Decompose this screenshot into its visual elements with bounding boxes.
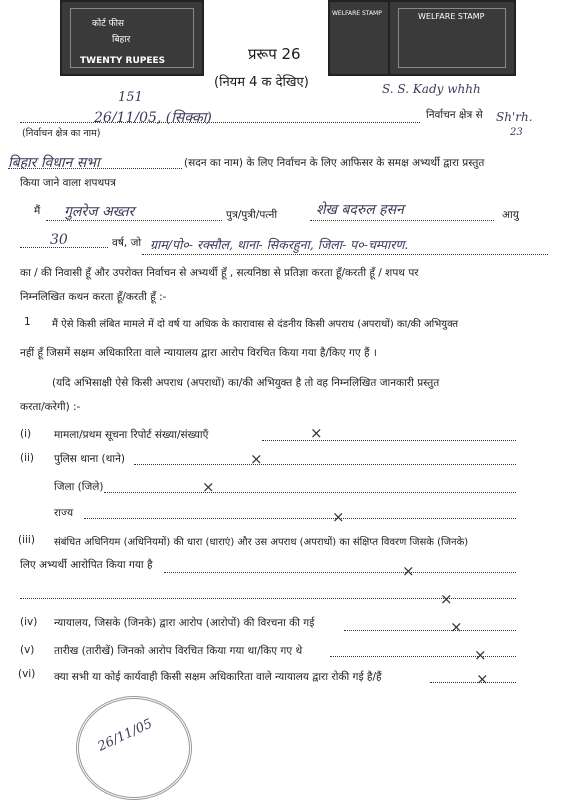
constituency-right-label: निर्वाचन क्षेत्र से bbox=[426, 109, 483, 121]
cross-mark: × bbox=[332, 508, 345, 526]
main-prefix: मैं bbox=[34, 205, 41, 217]
item-ii-state: राज्य bbox=[54, 507, 74, 519]
cross-mark: × bbox=[450, 618, 463, 636]
item-1-line-b: नहीं हूँ जिसमें सक्षम अधिकारिता वाले न्यायालय द्वारा आरोप विरचित किया गया है/किए गए हैं । bbox=[20, 347, 377, 359]
stamp-label: बिहार bbox=[112, 35, 131, 45]
constituency-label: (निर्वाचन क्षेत्र का नाम) bbox=[22, 128, 101, 139]
welfare-stamp-2 bbox=[388, 0, 516, 76]
assembly-name: बिहार विधान सभा bbox=[8, 155, 100, 171]
cross-mark: × bbox=[250, 450, 263, 468]
cross-mark: × bbox=[474, 646, 487, 664]
bottom-signature: 26/11/05 bbox=[95, 716, 155, 755]
stamp-label: कोर्ट फीस bbox=[92, 19, 124, 29]
stamp-label: TWENTY RUPEES bbox=[80, 56, 166, 66]
declaration-para-1: का / की निवासी हूँ और उपरोक्त निर्वाचन से अभ्यर्थी हूँ , सत्यनिष्ठा से प्रतिज्ञा करता हूँ/करती हूँ / शपथ पर bbox=[20, 267, 419, 279]
cross-mark: × bbox=[202, 478, 215, 496]
cross-mark: × bbox=[476, 670, 489, 688]
handwritten-date: 26/11/05, (सिक्का) bbox=[94, 110, 212, 126]
condition-line-b: करता/करेगी) :- bbox=[20, 401, 81, 413]
handwritten-signature-2: Sh'rh. bbox=[496, 110, 533, 124]
item-vi-number: (vi) bbox=[18, 668, 36, 680]
form-title: प्ररूप 26 bbox=[248, 45, 301, 63]
item-iii-line-a: संबंधित अधिनियम (अधिनियमों) की धारा (धाराएं) और उस अपराध (अपराधों) का संक्षिप्त विवरण जिसके (जिनके) bbox=[54, 537, 469, 548]
item-ii-label: पुलिस थाना (थाने) bbox=[54, 453, 126, 465]
court-fee-stamp bbox=[60, 0, 204, 76]
stamp-label: WELFARE STAMP bbox=[418, 12, 485, 21]
condition-line-a: (यदि अभिसाक्षी ऐसे किसी अपराध (अपराधों) का/की अभियुक्त है तो वह निम्नलिखित जानकारी प्रस्तुत bbox=[52, 377, 440, 389]
handwritten-sub: 23 bbox=[510, 127, 523, 138]
item-iii-line-b: लिए अभ्यर्थी आरोपित किया गया है bbox=[20, 559, 153, 571]
declaration-para-2: निम्नलिखित कथन करता हूँ/करती हूँ :- bbox=[20, 291, 167, 303]
item-v-number: (v) bbox=[20, 644, 35, 656]
cross-mark: × bbox=[402, 562, 415, 580]
candidate-address: ग्राम/पो०- रक्सौल, थाना- सिकरहुना, जिला- प०-चम्पारण. bbox=[150, 237, 409, 252]
welfare-stamp bbox=[328, 0, 390, 76]
official-seal bbox=[76, 696, 192, 800]
item-ii-district: जिला (जिले) bbox=[54, 481, 104, 493]
rule-reference: (नियम 4 क देखिए) bbox=[214, 75, 309, 90]
item-1-number: 1 bbox=[24, 316, 31, 328]
years-label: वर्ष, जो bbox=[112, 237, 142, 249]
candidate-name: गुलरेज अख्तर bbox=[64, 204, 135, 220]
relation-label: पुत्र/पुत्री/पत्नी bbox=[226, 209, 278, 221]
affidavit-line: किया जाने वाला शपथपत्र bbox=[20, 177, 116, 189]
cross-mark: × bbox=[440, 590, 453, 608]
item-ii-number: (ii) bbox=[20, 452, 35, 464]
item-i-label: मामला/प्रथम सूचना रिपोर्ट संख्या/संख्याएँ bbox=[54, 429, 209, 441]
age-label: आयु bbox=[502, 209, 519, 221]
item-iv-label: न्यायालय, जिसके (जिनके) द्वारा आरोप (आरोपों) की विरचना की गई bbox=[54, 617, 315, 629]
handwritten-number: 151 bbox=[118, 90, 143, 105]
cross-mark: × bbox=[310, 424, 323, 442]
father-name: शेख बदरुल हसन bbox=[316, 202, 404, 218]
item-vi-label: क्या सभी या कोई कार्यवाही किसी सक्षम अधिकारिता वाले न्यायालय द्वारा रोकी गई है/हैं bbox=[54, 671, 382, 683]
stamp-label: WELFARE STAMP bbox=[332, 10, 382, 17]
candidate-age: 30 bbox=[50, 232, 68, 248]
house-line: (सदन का नाम) के लिए निर्वाचन के लिए आफिसर के समक्ष अभ्यर्थी द्वारा प्रस्तुत bbox=[184, 157, 485, 169]
item-i-number: (i) bbox=[20, 428, 32, 440]
handwritten-signature: S. S. Kady whhh bbox=[382, 82, 481, 96]
item-v-label: तारीख (तारीखें) जिनको आरोप विरचित किया गया था/किए गए थे bbox=[54, 645, 303, 657]
item-1-line-a: मैं ऐसे किसी लंबित मामले में दो वर्ष या अधिक के कारावास से दंडनीय किसी अपराध (अपराधों) का/की अभियुक्त bbox=[52, 319, 459, 330]
item-iii-number: (iii) bbox=[18, 534, 35, 546]
item-iv-number: (iv) bbox=[20, 616, 38, 628]
